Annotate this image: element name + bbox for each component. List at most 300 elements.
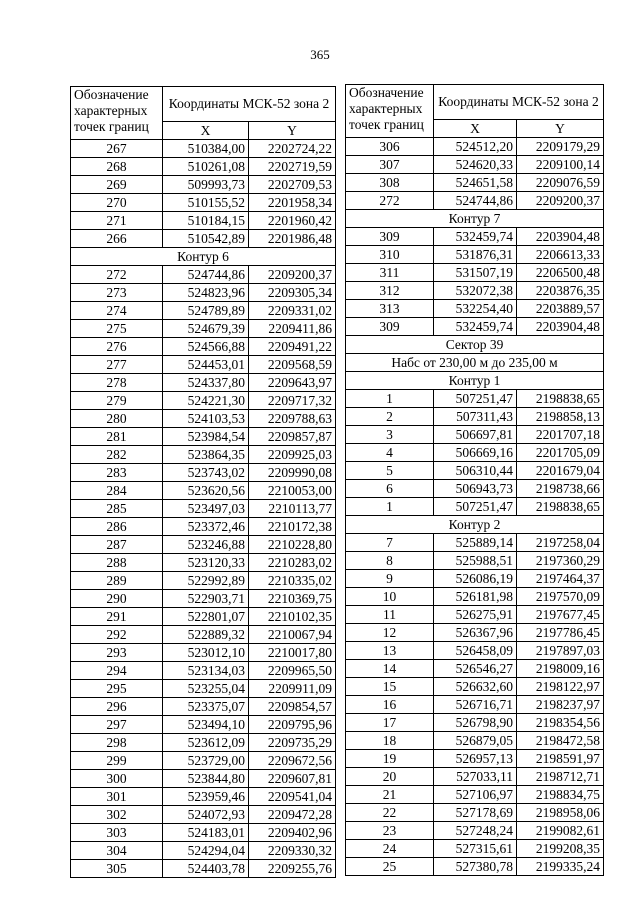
point-id-cell: 300: [71, 770, 163, 788]
point-id-cell: 305: [71, 860, 163, 878]
y-cell: 2201958,34: [249, 194, 336, 212]
point-id-cell: 7: [346, 534, 434, 552]
point-id-cell: 13: [346, 642, 434, 660]
x-cell: 523959,46: [163, 788, 249, 806]
point-id-cell: 294: [71, 662, 163, 680]
x-cell: 524221,30: [163, 392, 249, 410]
y-cell: 2197786,45: [517, 624, 604, 642]
x-cell: 524072,93: [163, 806, 249, 824]
table-row: [71, 752, 336, 770]
x-cell: 527315,61: [434, 840, 517, 858]
x-cell: 532459,74: [434, 228, 517, 246]
contour-label: Контур 2: [346, 516, 604, 534]
y-cell: 2201707,18: [517, 426, 604, 444]
y-cell: 2209925,03: [249, 446, 336, 464]
x-cell: 523255,04: [163, 680, 249, 698]
point-id-cell: 277: [71, 356, 163, 374]
table-row: [346, 750, 604, 768]
table-row: [71, 806, 336, 824]
point-id-cell: 297: [71, 716, 163, 734]
x-cell: 523120,33: [163, 554, 249, 572]
x-cell: 526458,09: [434, 642, 517, 660]
y-cell: 2199335,24: [517, 858, 604, 876]
y-cell: 2199082,61: [517, 822, 604, 840]
point-id-cell: 302: [71, 806, 163, 824]
x-cell: 506310,44: [434, 462, 517, 480]
table-row: [71, 680, 336, 698]
point-id-cell: 271: [71, 212, 163, 230]
table-row: [71, 446, 336, 464]
y-cell: 2210102,35: [249, 608, 336, 626]
point-id-cell: 14: [346, 660, 434, 678]
y-cell: 2201705,09: [517, 444, 604, 462]
contour-label: Контур 7: [346, 210, 604, 228]
table-row: [71, 428, 336, 446]
table-row: [71, 518, 336, 536]
y-cell: 2209200,37: [517, 192, 604, 210]
x-cell: 526798,90: [434, 714, 517, 732]
y-cell: 2209607,81: [249, 770, 336, 788]
y-cell: 2209672,56: [249, 752, 336, 770]
table-row: [71, 536, 336, 554]
coordinates-header: Координаты МСК-52 зона 2: [163, 87, 336, 122]
x-cell: 524566,88: [163, 338, 249, 356]
point-id-cell: 298: [71, 734, 163, 752]
x-cell: 522992,89: [163, 572, 249, 590]
table-row: [71, 356, 336, 374]
y-cell: 2210172,38: [249, 518, 336, 536]
x-cell: 523494,10: [163, 716, 249, 734]
table-row: [346, 552, 604, 570]
coordinates-table-right: [345, 84, 604, 876]
y-cell: 2209990,08: [249, 464, 336, 482]
x-cell: 510384,00: [163, 140, 249, 158]
table-row: [346, 390, 604, 408]
x-cell: 523984,54: [163, 428, 249, 446]
point-id-cell: 273: [71, 284, 163, 302]
table-row: [346, 264, 604, 282]
y-cell: 2201986,48: [249, 230, 336, 248]
contour-header-row: [346, 210, 604, 228]
y-cell: 2206500,48: [517, 264, 604, 282]
point-id-cell: 1: [346, 390, 434, 408]
y-cell: 2210067,94: [249, 626, 336, 644]
table-row: [71, 716, 336, 734]
x-cell: 527106,97: [434, 786, 517, 804]
y-cell: 2209402,96: [249, 824, 336, 842]
table-row: [71, 230, 336, 248]
y-cell: 2198354,56: [517, 714, 604, 732]
x-cell: 524651,58: [434, 174, 517, 192]
y-cell: 2210053,00: [249, 482, 336, 500]
y-cell: 2202709,53: [249, 176, 336, 194]
point-id-cell: 12: [346, 624, 434, 642]
y-cell: 2198834,75: [517, 786, 604, 804]
point-id-cell: 15: [346, 678, 434, 696]
table-row: [346, 480, 604, 498]
y-cell: 2209857,87: [249, 428, 336, 446]
table-row: [71, 464, 336, 482]
y-cell: 2209305,34: [249, 284, 336, 302]
y-cell: 2209911,09: [249, 680, 336, 698]
x-cell: 507311,43: [434, 408, 517, 426]
point-id-cell: 268: [71, 158, 163, 176]
point-id-cell: 289: [71, 572, 163, 590]
y-cell: 2203904,48: [517, 228, 604, 246]
contour-header-row: [346, 516, 604, 534]
y-cell: 2198838,65: [517, 498, 604, 516]
x-cell: 527380,78: [434, 858, 517, 876]
x-cell: 526546,27: [434, 660, 517, 678]
point-id-cell: 4: [346, 444, 434, 462]
y-cell: 2209795,96: [249, 716, 336, 734]
x-cell: 523743,02: [163, 464, 249, 482]
y-cell: 2203876,35: [517, 282, 604, 300]
x-cell: 526367,96: [434, 624, 517, 642]
y-cell: 2209100,14: [517, 156, 604, 174]
table-row: [346, 768, 604, 786]
x-cell: 524512,20: [434, 138, 517, 156]
table-row: [71, 662, 336, 680]
point-id-cell: 287: [71, 536, 163, 554]
x-cell: 523620,56: [163, 482, 249, 500]
point-id-cell: 312: [346, 282, 434, 300]
table-row: [71, 194, 336, 212]
x-cell: 524620,33: [434, 156, 517, 174]
point-id-cell: 275: [71, 320, 163, 338]
x-cell: 524183,01: [163, 824, 249, 842]
table-row: [71, 788, 336, 806]
x-cell: 510184,15: [163, 212, 249, 230]
y-cell: 2209491,22: [249, 338, 336, 356]
y-cell: 2198858,13: [517, 408, 604, 426]
x-cell: 532459,74: [434, 318, 517, 336]
point-id-cell: 3: [346, 426, 434, 444]
point-id-cell: 276: [71, 338, 163, 356]
x-cell: 525988,51: [434, 552, 517, 570]
table-row: [71, 140, 336, 158]
x-cell: 524337,80: [163, 374, 249, 392]
table-row: [346, 786, 604, 804]
x-cell: 510261,08: [163, 158, 249, 176]
y-cell: 2197360,29: [517, 552, 604, 570]
y-cell: 2203889,57: [517, 300, 604, 318]
table-row: [71, 608, 336, 626]
x-cell: 526879,05: [434, 732, 517, 750]
x-cell: 522801,07: [163, 608, 249, 626]
point-id-cell: 6: [346, 480, 434, 498]
table-row: [71, 482, 336, 500]
point-id-cell: 272: [71, 266, 163, 284]
table-row: [346, 498, 604, 516]
y-cell: 2197897,03: [517, 642, 604, 660]
point-id-cell: 274: [71, 302, 163, 320]
table-row: [71, 770, 336, 788]
y-header: Y: [249, 122, 336, 140]
point-id-cell: 8: [346, 552, 434, 570]
y-cell: 2206613,33: [517, 246, 604, 264]
table-row: [346, 426, 604, 444]
table-row: [346, 462, 604, 480]
y-cell: 2209472,28: [249, 806, 336, 824]
x-cell: 522903,71: [163, 590, 249, 608]
table-row: [346, 246, 604, 264]
x-cell: 524744,86: [434, 192, 517, 210]
x-cell: 523864,35: [163, 446, 249, 464]
point-id-cell: 291: [71, 608, 163, 626]
table-row: [346, 822, 604, 840]
x-cell: 527033,11: [434, 768, 517, 786]
table-row: [71, 212, 336, 230]
x-cell: 506669,16: [434, 444, 517, 462]
table-row: [71, 176, 336, 194]
point-id-cell: 25: [346, 858, 434, 876]
point-id-cell: 299: [71, 752, 163, 770]
x-cell: 507251,47: [434, 498, 517, 516]
y-cell: 2198591,97: [517, 750, 604, 768]
y-cell: 2198009,16: [517, 660, 604, 678]
table-row: [346, 156, 604, 174]
y-cell: 2210228,80: [249, 536, 336, 554]
x-cell: 523375,07: [163, 698, 249, 716]
point-id-cell: 293: [71, 644, 163, 662]
y-cell: 2197258,04: [517, 534, 604, 552]
table-row: [71, 284, 336, 302]
x-cell: 524403,78: [163, 860, 249, 878]
sector-header-row: [346, 354, 604, 372]
table-row: [346, 804, 604, 822]
point-id-cell: 311: [346, 264, 434, 282]
y-cell: 2210283,02: [249, 554, 336, 572]
y-cell: 2199208,35: [517, 840, 604, 858]
x-cell: 524823,96: [163, 284, 249, 302]
x-cell: 523612,09: [163, 734, 249, 752]
point-id-cell: 301: [71, 788, 163, 806]
table-row: [71, 644, 336, 662]
point-id-cell: 280: [71, 410, 163, 428]
x-cell: 523246,88: [163, 536, 249, 554]
x-cell: 523729,00: [163, 752, 249, 770]
table-row: [71, 410, 336, 428]
table-row: [71, 302, 336, 320]
x-cell: 524679,39: [163, 320, 249, 338]
y-cell: 2202719,59: [249, 158, 336, 176]
table-row: [346, 534, 604, 552]
table-row: [71, 824, 336, 842]
point-id-cell: 24: [346, 840, 434, 858]
y-cell: 2197464,37: [517, 570, 604, 588]
point-id-cell: 283: [71, 464, 163, 482]
point-id-cell: 306: [346, 138, 434, 156]
contour-label: Контур 6: [71, 248, 336, 266]
x-cell: 526716,71: [434, 696, 517, 714]
point-id-cell: 313: [346, 300, 434, 318]
point-id-cell: 282: [71, 446, 163, 464]
point-id-cell: 272: [346, 192, 434, 210]
table-row: [71, 338, 336, 356]
y-cell: 2209076,59: [517, 174, 604, 192]
point-id-cell: 23: [346, 822, 434, 840]
table-body-right: [346, 138, 604, 876]
point-id-cell: 288: [71, 554, 163, 572]
table-row: [346, 678, 604, 696]
x-cell: 525889,14: [434, 534, 517, 552]
x-cell: 524453,01: [163, 356, 249, 374]
y-cell: 2209788,63: [249, 410, 336, 428]
point-id-cell: 308: [346, 174, 434, 192]
x-cell: 506697,81: [434, 426, 517, 444]
y-cell: 2210335,02: [249, 572, 336, 590]
x-cell: 509993,73: [163, 176, 249, 194]
point-id-cell: 295: [71, 680, 163, 698]
contour-label: Контур 1: [346, 372, 604, 390]
x-header: X: [163, 122, 249, 140]
point-id-cell: 292: [71, 626, 163, 644]
table-row: [346, 192, 604, 210]
table-row: [71, 554, 336, 572]
point-id-cell: 267: [71, 140, 163, 158]
table-row: [346, 174, 604, 192]
point-id-cell: 9: [346, 570, 434, 588]
table-row: [346, 732, 604, 750]
table-row: [71, 320, 336, 338]
point-id-cell: 278: [71, 374, 163, 392]
point-id-cell: 2: [346, 408, 434, 426]
table-row: [346, 696, 604, 714]
x-cell: 526086,19: [434, 570, 517, 588]
y-cell: 2209255,76: [249, 860, 336, 878]
y-cell: 2209568,59: [249, 356, 336, 374]
point-id-cell: 270: [71, 194, 163, 212]
point-id-cell: 279: [71, 392, 163, 410]
table-row: [346, 588, 604, 606]
table-row: [346, 300, 604, 318]
x-cell: 523012,10: [163, 644, 249, 662]
x-cell: 527178,69: [434, 804, 517, 822]
table-row: [346, 660, 604, 678]
x-cell: 527248,24: [434, 822, 517, 840]
coordinates-header: Координаты МСК-52 зона 2: [434, 85, 604, 120]
y-cell: 2209179,29: [517, 138, 604, 156]
x-cell: 523134,03: [163, 662, 249, 680]
y-cell: 2198958,06: [517, 804, 604, 822]
x-cell: 510542,89: [163, 230, 249, 248]
table-row: [346, 570, 604, 588]
x-cell: 531507,19: [434, 264, 517, 282]
contour-header-row: [71, 248, 336, 266]
y-cell: 2209643,97: [249, 374, 336, 392]
x-cell: 524789,89: [163, 302, 249, 320]
point-id-cell: 285: [71, 500, 163, 518]
point-id-cell: 266: [71, 230, 163, 248]
point-id-cell: 21: [346, 786, 434, 804]
x-cell: 532072,38: [434, 282, 517, 300]
table-row: [346, 228, 604, 246]
table-row: [346, 318, 604, 336]
point-id-cell: 309: [346, 318, 434, 336]
x-cell: 526181,98: [434, 588, 517, 606]
table-row: [346, 444, 604, 462]
table-body-left: [71, 140, 336, 878]
x-cell: 532254,40: [434, 300, 517, 318]
point-id-cell: 290: [71, 590, 163, 608]
point-id-cell: 307: [346, 156, 434, 174]
y-cell: 2201679,04: [517, 462, 604, 480]
y-cell: 2198738,66: [517, 480, 604, 498]
sector-label: Сектор 39: [346, 336, 604, 354]
y-cell: 2209735,29: [249, 734, 336, 752]
table-row: [71, 842, 336, 860]
designation-header: Обозначение характерных точек границ: [346, 85, 434, 138]
table-row: [346, 408, 604, 426]
y-cell: 2203904,48: [517, 318, 604, 336]
table-row: [71, 158, 336, 176]
x-cell: 522889,32: [163, 626, 249, 644]
point-id-cell: 304: [71, 842, 163, 860]
point-id-cell: 16: [346, 696, 434, 714]
point-id-cell: 5: [346, 462, 434, 480]
table-row: [71, 572, 336, 590]
point-id-cell: 1: [346, 498, 434, 516]
designation-header: Обозначение характерных точек границ: [71, 87, 163, 140]
y-cell: 2198838,65: [517, 390, 604, 408]
table-row: [346, 714, 604, 732]
point-id-cell: 296: [71, 698, 163, 716]
y-header: Y: [517, 120, 604, 138]
x-cell: 523372,46: [163, 518, 249, 536]
y-cell: 2209541,04: [249, 788, 336, 806]
x-cell: 531876,31: [434, 246, 517, 264]
table-row: [346, 642, 604, 660]
y-cell: 2202724,22: [249, 140, 336, 158]
y-cell: 2209411,86: [249, 320, 336, 338]
point-id-cell: 19: [346, 750, 434, 768]
x-cell: 523844,80: [163, 770, 249, 788]
x-cell: 526957,13: [434, 750, 517, 768]
table-row: [346, 282, 604, 300]
point-id-cell: 310: [346, 246, 434, 264]
point-id-cell: 17: [346, 714, 434, 732]
y-cell: 2197677,45: [517, 606, 604, 624]
table-row: [71, 392, 336, 410]
y-cell: 2209331,02: [249, 302, 336, 320]
y-cell: 2198472,58: [517, 732, 604, 750]
x-cell: 523497,03: [163, 500, 249, 518]
y-cell: 2209717,32: [249, 392, 336, 410]
y-cell: 2209854,57: [249, 698, 336, 716]
contour-header-row: [346, 372, 604, 390]
table-row: [71, 626, 336, 644]
point-id-cell: 10: [346, 588, 434, 606]
page-number: 365: [310, 47, 330, 62]
y-cell: 2209330,32: [249, 842, 336, 860]
y-cell: 2198237,97: [517, 696, 604, 714]
table-row: [346, 138, 604, 156]
y-cell: 2198122,97: [517, 678, 604, 696]
point-id-cell: 286: [71, 518, 163, 536]
y-cell: 2198712,71: [517, 768, 604, 786]
table-row: [71, 500, 336, 518]
y-cell: 2210113,77: [249, 500, 336, 518]
point-id-cell: 11: [346, 606, 434, 624]
table-row: [71, 266, 336, 284]
point-id-cell: 18: [346, 732, 434, 750]
table-row: [71, 590, 336, 608]
x-cell: 524103,53: [163, 410, 249, 428]
x-cell: 524744,86: [163, 266, 249, 284]
x-cell: 526275,91: [434, 606, 517, 624]
sector-label: Набс от 230,00 м до 235,00 м: [346, 354, 604, 372]
